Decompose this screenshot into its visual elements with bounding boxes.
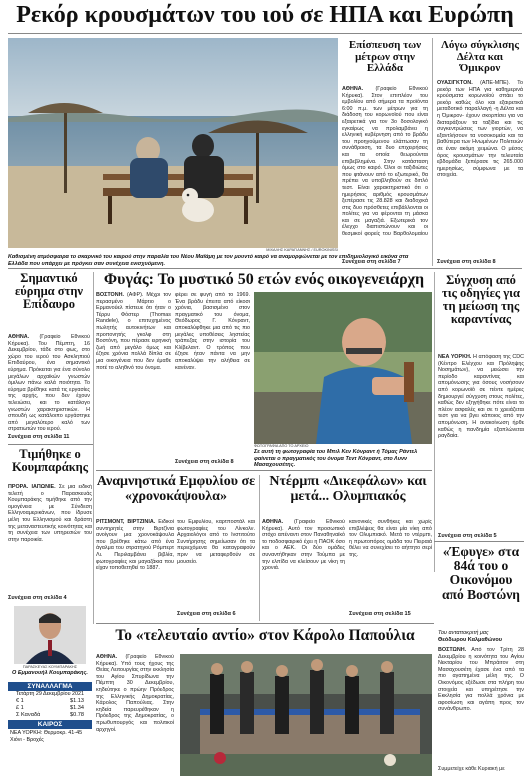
market-row-value: $0.78: [70, 712, 84, 718]
efyge-continued: Συμμετείχε κάθε Κυριακή με: [438, 766, 505, 772]
markets-rows: [8, 698, 92, 719]
efyge-text: Από τον Τρίτη 28 Δεκεμβρίου η κοινότητα του Αγίου Νεκταρίου του Μπράιτον στη Μασαχουσέτη έχασε ένα από τα πιο αγαπημένα μέλη της. Ο Οικονόμος εξέδωσε στα πλήρη του στοιχεία και υπηρέτησε την Εκκλησία για πολλά χρόνια με αφοσίωση και αγάπη προς τον συνάνθρωπο.: [438, 647, 524, 713]
secret-body-col2: [175, 292, 250, 452]
weather-text: ΝΕΑ ΥΟΡΚΗ: Θερμοκρ. 41-45 Χιόνι - Βροχές: [10, 730, 83, 743]
delta-text: (ΑΠΕ-ΜΠΕ). Το ρεκόρ των ΗΠΑ για καθημερινά κρούσματα κορωνοϊού σπάει το ρεκόρ καθώς όλο και εξαιρετικά μεταδοτικό παραλλαγή -η Δέλτα και η Όμικρον- έχουν σκορπίσει για να διαταράξουν τα ταξίδια και τις συγκεντρώσεις των γιορτών, να εξαντλήσουν τα νοσοκομεία και τα βαθύτερα των Ηνωμένων Πολιτειών σε έναν ακόμη χειμώνα. Ο μέσος όρος κρουσμάτων την τελευταία εβδομάδα ξεπέρασε τις 265.000 ημερησίως, σύμφωνα με τα στοιχεία.: [437, 80, 523, 179]
papoulias-dateline: ΑΘΗΝΑ.: [96, 654, 118, 660]
secret-dateline: ΒΟΣΤΟΝΗ.: [96, 292, 124, 298]
lead-headline: Ρεκόρ κρουσμάτων του ιού σε ΗΠΑ και Ευρώπη: [16, 2, 514, 28]
greece-headline: Επίσπευση των μέτρων στην Ελλάδα: [348, 39, 422, 75]
koumparakis-headline: Τιμήθηκε ο Κουμπαράκης: [11, 447, 89, 475]
epidavros-continued[interactable]: Συνέχεια στη σελίδα 11: [8, 434, 70, 440]
secret-continued[interactable]: Συνέχεια στη σελίδα 8: [175, 459, 234, 465]
delta-dateline: ΟΥΑΣΙΓΚΤΟΝ.: [437, 80, 473, 86]
delta-headline: Λόγω σύγκλισης Δέλτα και Όμικρον: [441, 39, 519, 75]
epidavros-dateline: ΑΘΗΝΑ.: [8, 334, 30, 340]
greece-text: (Γραφείο Εθνικού Κήρυκα). Στον επιπλέον του εμβολίου από σήμερα τα προϊόντα 6:00 π.μ. των μέτρων για τη διάδοση του κορωνοϊού που είναι εξαιρετικά για τον 3ο δοσολογικό εγκαίρως να προλαμβάνει η ελληνική κυβέρνηση από το βράδυ του προηγούμενου ελάττωσαν τη συνάθροιση, τα δυο επιχειρήσεις και τα οποία θεωρούνται επιβεβλημένα. Στην κατάσταση όμως στο καιρό. Όλοι οι ταξιδιώτες που φτάνουν από το εξωτερικό, θα πρέπει να υποβληθούν σε διπλό τεστ. Είναι χαρακτηριστικό ότι ο ημερήσιος αριθμός κρουσμάτων ξεπέρασε τις 28.828 και διαδοχικά στις δυο πρόσθετες επιβάλλονται οι πολίτες για να φέρονται τη μάσκα και σε μαγαζιά. Εξωτερικά τον έλεγχο διαπιστώνουν και οι θεσμικοί φορείς του Βαρθολομαίου: [342, 86, 428, 236]
efyge-byline: [438, 630, 524, 643]
papoulias-headline: Το «τελευταίο αντίο» στον Κάρολο Παπούλια: [115, 627, 415, 644]
derby-text-right: κανονικές συνθήκες και χωρίς επιβλέψεις θα είναι μία νίκη από τον Ολυμπιακό. Μετά το ντέρμπι, η πρωτοπόρος ομάδα του Πειραιά θέλει να συνεχίσει το αήττητο σερί της.: [349, 519, 432, 558]
greece-continued[interactable]: Συνέχεια στη σελίδα 7: [342, 259, 401, 265]
efyge-headline: «Έφυγε» στα 84ά του ο Οικονόμου από Βοστώνη: [442, 544, 520, 602]
derby-headline: Ντέρμπι «Δικεφάλων» και μετά... Ολυμπιακός: [269, 474, 427, 504]
market-row-value: $1.13: [70, 698, 84, 704]
derby-dateline: ΑΘΗΝΑ.: [262, 519, 284, 525]
capsule-dateline: ΡΙΤΣΜΟΝΤ, ΒΙΡΤΖΙΝΙΑ.: [96, 519, 156, 525]
delta-continued[interactable]: Συνέχεια στη σελίδα 8: [437, 259, 496, 265]
secret-photo: [254, 292, 432, 444]
secret-body-col1: [96, 292, 171, 452]
secret-text-left: (ΑΦΡ). Μέχρι τον περασμένο Μάρτιο ο Ερμανούελ πίστευε ότι ήταν ο Τέρρυ Φόστερ (Thomas Randele), ο επιτυχημένος πωλητής αυτοκινήτων και προπονητής γκολφ στη Βοστόνη, που πέρασε ειρηνική ζωή από μεγάλο όμως και έζησε χρόνια πολλά δίπλα σε μια οικογένεια που δεν έμαθε ποτέ το αληθινό του όνομα.: [96, 292, 171, 371]
capsule-continued[interactable]: Συνέχεια στη σελίδα 6: [177, 611, 236, 617]
epidavros-text: (Γραφείο Εθνικού Κήρυκα). Του Πέμπτη, 16 Δεκεμβρίου, τάδε στο φως, στο χώρο του ιερού του Ασκληπιού Επιδαύρου, ένα σημαντικό εύρημα. Πρόκειται για ένα σύνολο μεγάλων αρχαϊκών γνωστών όμιλων πάνω καλά ποιότητα. Το εύρημα βρέθηκε κατά τις εργασίες της αρχής, που δεν έχουν τελειώσει, και το κατάλογο γνωστών χαρακτηριστικών. Η σπουδή ως κατάλοιπο εργάστηκε από μεγαλύτερο καλό των στρατιωτών του ιερού.: [8, 334, 90, 433]
main-photo-caption: Καθισμένη ατμόσφαιρα το σκαρνικό του καιρού στην παραλία του Νέου Μαϊάμη με τον μουντό καιρό να αναμορφώνεται με τον επιδημιολογικό εικόνα στα Ελλάδα που υπάρχει με πρόγκει σαν συνέχεια ενισχυόμενη.: [8, 254, 409, 267]
main-photo: [8, 38, 338, 248]
greece-dateline: ΑΘΗΝΑ.: [342, 86, 364, 92]
main-photo-credit: ΜΙΧΑΛΗΣ ΚΑΡΑΓΙΑΝΝΗΣ / EUROKINISSI: [266, 248, 338, 252]
secret-photo-credit: ΦΩΤΟΓΡΑΦΙΑ ΑΠΟ ΤΟ ΑΡΧΕΙΟ: [254, 444, 309, 448]
koumparakis-caption-2: Ο Εμμανουήλ Κουμπαράκης.: [12, 670, 88, 676]
efyge-body: [438, 647, 524, 765]
delta-body: [437, 80, 523, 250]
capsule-text-left: Ειδικοί συντηρητές στην Βιρτζίνια ανοίγουν μια χρονοκάψουλα που βρέθηκε κάτω από ένα άγαλμα του στρατηγού Ρόμπερτ Λι. Περιλαμβάνει βιβλία, φωτογραφίες και μαγαζάκια που είχαν τοποθετηθεί το 1887.: [96, 519, 174, 572]
koumparakis-dateline: ΠΡΟΡΑ. ΙΑΠΩΝΙΕ.: [8, 484, 56, 490]
capsule-body-col1: [96, 519, 174, 609]
quarantine-dateline: ΝΕΑ ΥΟΡΚΗ.: [438, 354, 472, 360]
market-row: [16, 698, 84, 705]
derby-body-col1: [262, 519, 345, 609]
quarantine-continued[interactable]: Συνέχεια στη σελίδα 5: [438, 533, 497, 539]
markets-header: ΣΥΝΑΛΛΑΓΜΑ: [8, 682, 92, 691]
secret-text-right: φέρει σε φυγή από το 1969. Ένα βράδυ έπειτα από είκοσι χρόνια, βασισμένο στον πραγματικό του όνομα, Θεόδωρος Γ. Κόνραντ, αποκαλύφθηκε μια από τις πιο μεγάλες υποθέσεις ληστείας τράπεζας στην ιστορία του Κλίβελαντ. Ο τρόπος που έζησε ήταν πάντα να μην αποκαλύψει την αλήθεια σε κανέναν.: [175, 292, 250, 371]
koumparakis-photo-caption: ΠΑΡΑΣΚΕΥΑΣ ΚΟΥΜΠΑΡΑΚΗΣ: [22, 665, 78, 669]
capsule-headline: Αναμνηστικά Εμφυλίου σε «χρονοκάψουλα»: [96, 474, 256, 504]
derby-body-col2: [349, 519, 432, 609]
efyge-byline-label: Του ανταποκριτή μας: [438, 630, 489, 636]
epidavros-body: [8, 334, 90, 434]
koumparakis-continued[interactable]: Συνέχεια στη σελίδα 4: [8, 595, 67, 601]
market-row-label: £ 1: [16, 705, 24, 711]
koumparakis-body: [8, 484, 92, 592]
market-row: [16, 712, 84, 719]
elderly-man-photo: [254, 292, 432, 444]
market-row: [16, 705, 84, 712]
papoulias-text: (Γραφείο Εθνικού Κήρυκα). Υπό τους ήχους της Θείας Λειτουργίας στην εκκλησία του Αγίου Σπυρίδωνα την Πέμπτη 30 Δεκεμβρίου, κηδεύτηκε ο πρώην Πρόεδρος της Ελληνικής Δημοκρατίας, Κάρολος Παπούλιας. Στην κηδεία παρευρέθηκαν η Πρόεδρος της Δημοκρατίας, ο πρωθυπουργός και πολιτικοί αρχηγοί.: [96, 654, 174, 733]
capsule-text-right: του Εμφυλίου, καρτποστάλ και φωτογραφίες του Λίνκολν. Αρχαιολόγοι από το Ινστιτούτο Συντήρησης σημείωσαν ότι τα περιεχόμενα θα καταγραφούν πριν να μεταφερθούν σε μουσείο.: [177, 519, 255, 565]
beach-bench-photo: [8, 38, 338, 248]
markets-box: [8, 682, 92, 776]
weather-header: ΚΑΙΡΟΣ: [8, 720, 92, 729]
quarantine-text: Η απόφαση της CDC (Κέντρο Ελέγχου και Πρόληψης Νοσημάτων), να μειώσει την περίοδο καραντίνας και απομόνωσης για όσους νοσήσουν από κορωνοϊό σε πέντε ημέρες δημιουργεί σύγχυση στους πολίτες, καθώς δεν εξηγήθηκε πότε είναι το πλέον ασφαλές και σε τι χρειάζεται τεστ για να βγει κάποιος από την απομόνωση. Η ανακοίνωση ήρθε καθώς η πανδημία εξαπλώνεται ραγδαία.: [438, 354, 524, 440]
secret-photo-caption: Σε αυτή τη φωτογραφία του Μπιλ Κεν Κόνραντ ή Τόμας Ράντελ φαίνεται ο πραγματικός του όνομα Τεντ Κόνραντ, στο Λυνν Μασαχουσέτης.: [254, 449, 418, 469]
secret-headline: Φυγάς: Το μυστικό 50 ετών ενός οικογενειάρχη: [103, 271, 425, 288]
epidavros-headline: Σημαντικό εύρημα στην Επίδαυρο: [14, 271, 84, 312]
derby-continued[interactable]: Συνέχεια στη σελίδα 15: [349, 611, 411, 617]
derby-text-left: (Γραφείο Εθνικού Κήρυκα). Αυτό τον προσωπικό στόχο απέναντι στον Παναθηναϊκό το ποδοσφαιρικό έχει η ΠΑΟΚ όσο και ο ΑΕΚ. Οι δύο ομάδες συναντήθηκαν στην Τούμπα με την ελπίδα να κλείσουν με νίκη τη χρονιά.: [262, 519, 345, 572]
market-row-value: $1.34: [70, 705, 84, 711]
koumparakis-photo: [14, 606, 86, 664]
papoulias-body: [96, 654, 174, 774]
efyge-dateline: ΒΟΣΤΩΝΗ.: [438, 647, 467, 653]
quarantine-headline: Σύγχυση από τις οδηγίες για τη μείωση της καραντίνας: [441, 273, 521, 327]
portrait-photo: [14, 606, 86, 664]
funeral-photo: [180, 654, 432, 776]
funeral-photo-image: [180, 654, 432, 776]
quarantine-body: [438, 354, 524, 532]
efyge-byline-name: Θεόδωρου Καλμαθώνου: [438, 636, 502, 643]
greece-body: [342, 86, 428, 236]
koumparakis-text: Σε μια ειδική τελετή ο Παρασκευάς Κουμπαράκης τιμήθηκε από την ομογένεια με Σύνδεση Ελληνοαμερικάνων, που ίδρυσε μέλη του Ελληνισμού και δράστη της μεταναστευτικής κοινότητας και τη συνέχεια των υπηρεσιών του στην παροικία.: [8, 484, 92, 543]
market-row-label: Σ Καναδά: [16, 712, 41, 718]
markets-date: Τετάρτη 29 Δεκεμβρίου 2021: [15, 691, 85, 697]
capsule-body-col2: [177, 519, 255, 609]
market-row-label: € 1: [16, 698, 24, 704]
